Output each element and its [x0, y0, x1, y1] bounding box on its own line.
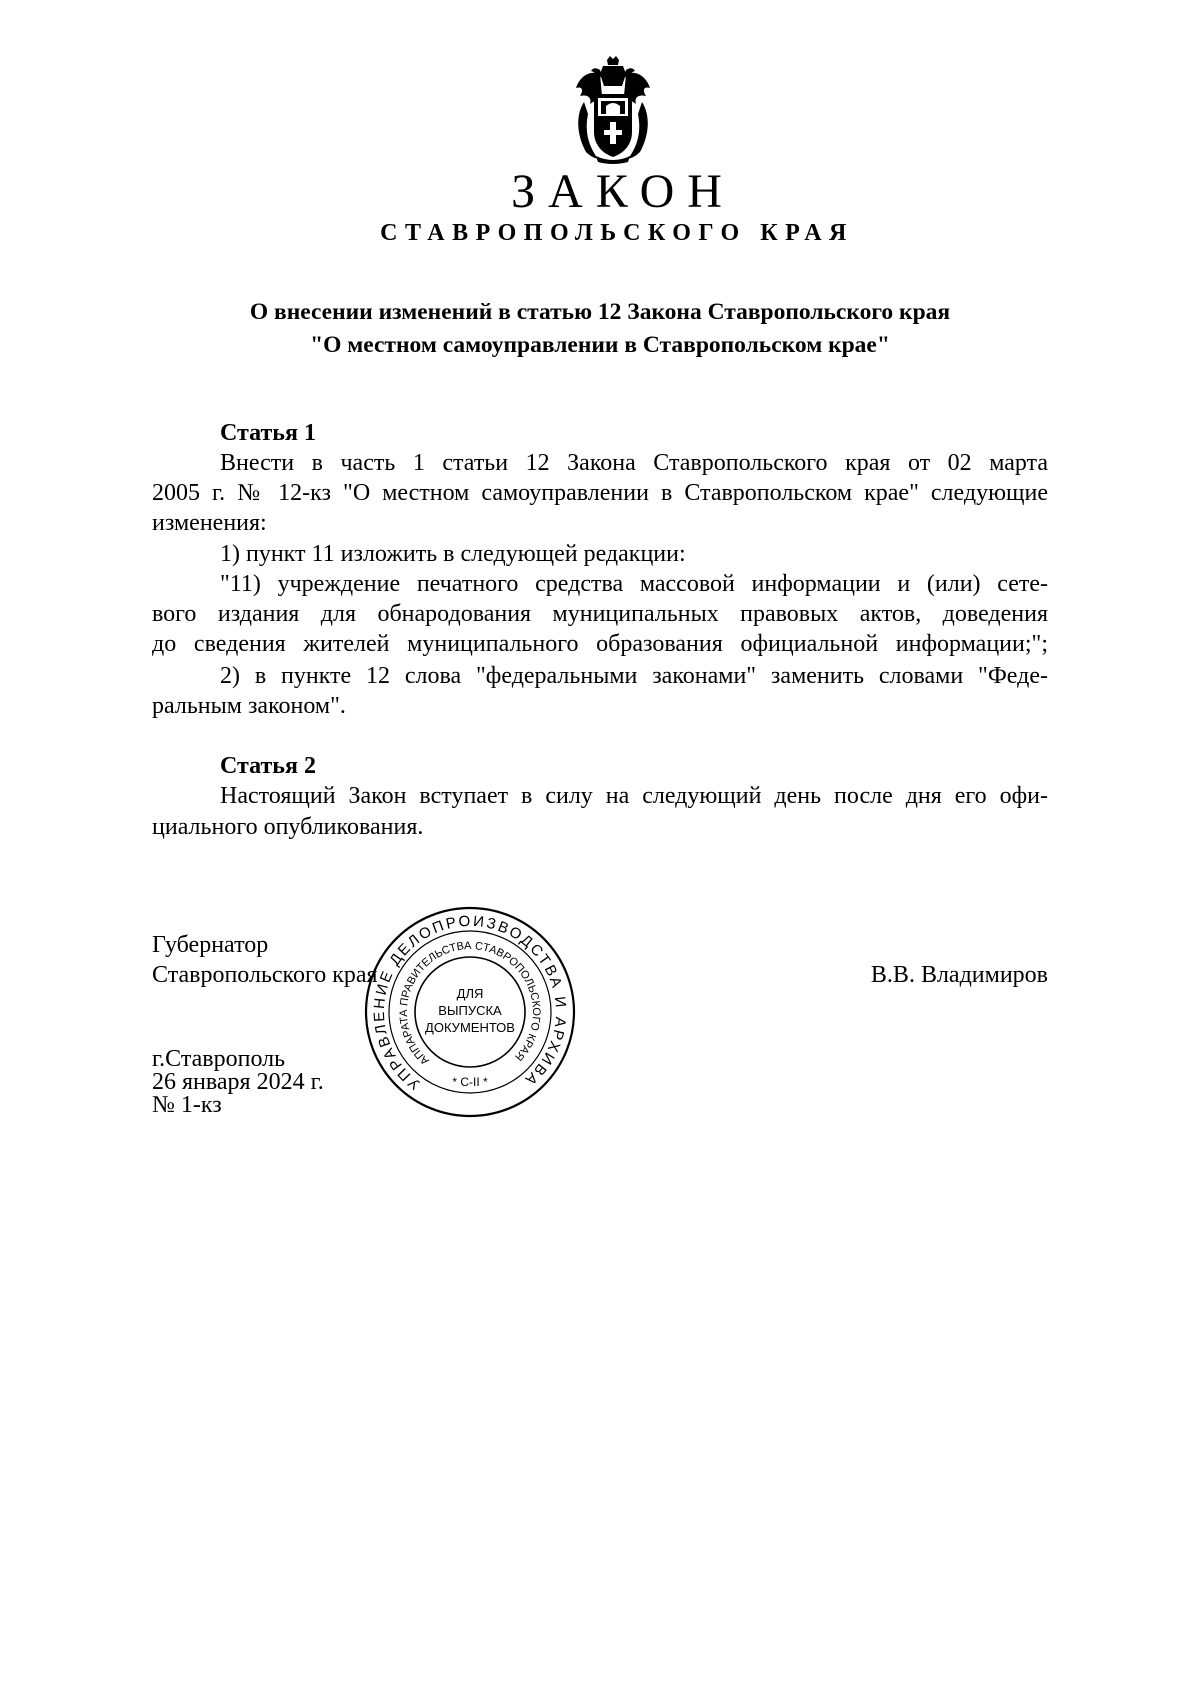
article-2-line: Настоящий Закон вступает в силу на следующий день после дня его офи-: [220, 783, 1048, 809]
stamp-inner-text: АППАРАТА ПРАВИТЕЛЬСТВА СТАВРОПОЛЬСКОГО КРАЯ: [397, 939, 543, 1067]
document-title-line-1: О внесении изменений в статью 12 Закона Ставропольского края: [249, 299, 951, 325]
document-title-line-2: "О местном самоуправлении в Ставропольском крае": [310, 332, 890, 358]
stamp-code: * С-II *: [452, 1075, 488, 1089]
stamp-outer-text: УПРАВЛЕНИЕ ДЕЛОПРОИЗВОДСТВА И АРХИВА: [370, 912, 570, 1093]
law-number: № 1-кз: [152, 1092, 222, 1118]
region-heading: СТАВРОПОЛЬСКОГО КРАЯ: [380, 220, 854, 246]
issue-date: 26 января 2024 г.: [152, 1069, 324, 1095]
official-stamp: [360, 902, 580, 1122]
article-1-line: ральным законом".: [152, 693, 346, 719]
issue-place: г.Ставрополь: [152, 1046, 286, 1072]
stamp-center-line: ДОКУМЕНТОВ: [425, 1020, 515, 1035]
stamp-center-line: ДЛЯ: [456, 986, 484, 1001]
law-heading: ЗАКОН: [511, 165, 735, 218]
article-2-line: циального опубликования.: [152, 814, 424, 840]
coat-of-arms-icon: [570, 56, 656, 164]
signatory-position-line-2: Ставропольского края: [152, 962, 378, 988]
article-1-line: 2005 г. № 12-кз "О местном самоуправлении в Ставропольском крае" следующие: [152, 480, 1048, 506]
article-2-heading: Статья 2: [220, 753, 316, 779]
article-1-line: 1) пункт 11 изложить в следующей редакции:: [220, 541, 686, 567]
signatory-position-line-1: Губернатор: [152, 932, 269, 958]
article-1-line: вого издания для обнародования муниципальных правовых актов, доведения: [152, 601, 1048, 627]
article-1-line: 2) в пункте 12 слова "федеральными законами" заменить словами "Феде-: [220, 663, 1048, 689]
signatory-name: В.В. Владимиров: [870, 962, 1048, 988]
article-1-line: "11) учреждение печатного средства массовой информации и (или) сете-: [220, 571, 1048, 597]
article-1-line: изменения:: [152, 510, 267, 536]
article-1-heading: Статья 1: [220, 420, 316, 446]
article-1-line: Внести в часть 1 статьи 12 Закона Ставропольского края от 02 марта: [220, 450, 1048, 476]
stamp-center-line: ВЫПУСКА: [438, 1003, 502, 1018]
article-1-line: до сведения жителей муниципального образования официальной информации;";: [152, 631, 1048, 657]
